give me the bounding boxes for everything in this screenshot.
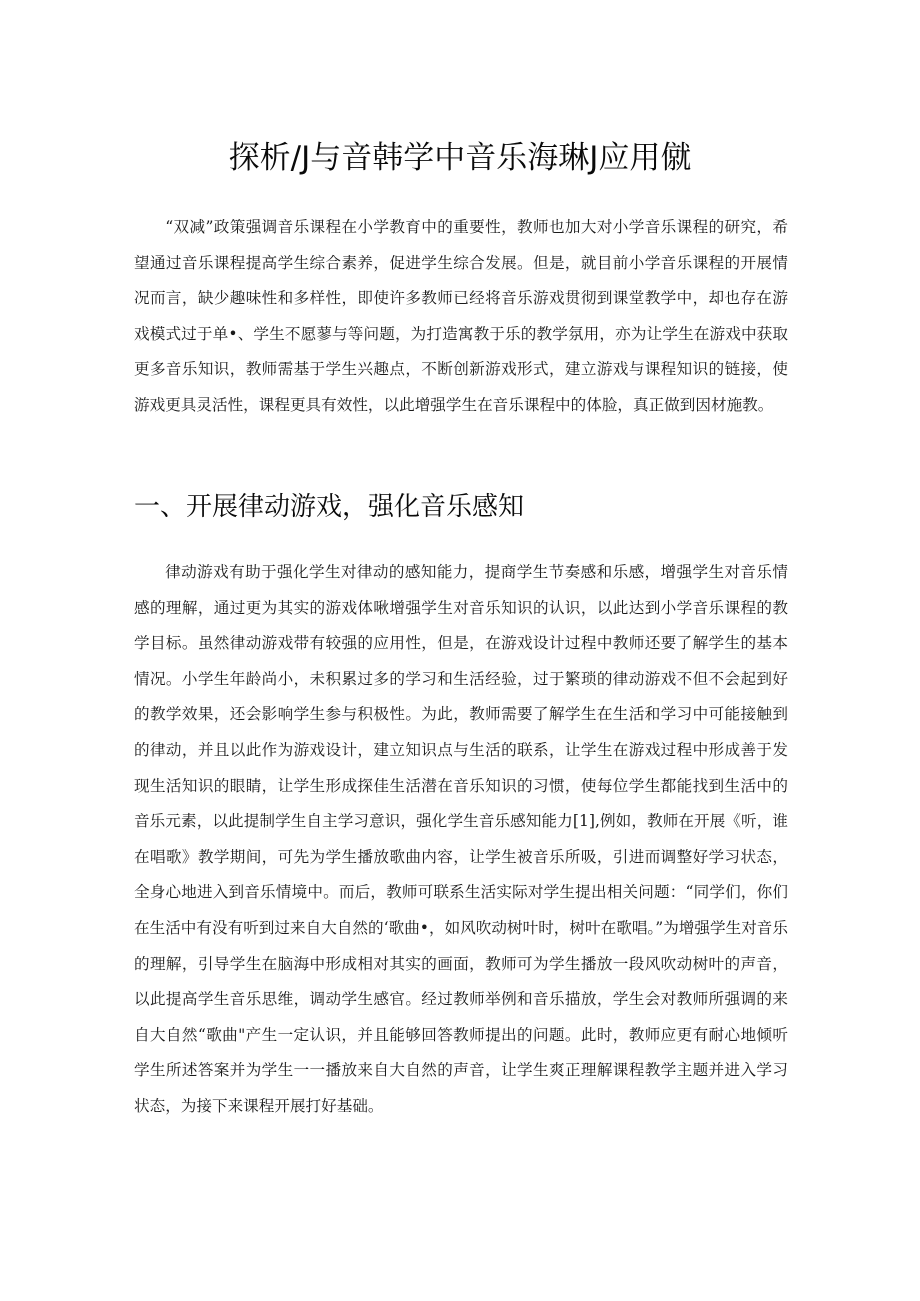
intro-paragraph: “双减”政策强调音乐课程在小学教育中的重要性，教师也加大对小学音乐课程的研究，希望通过音乐课程提高学生综合素养，促进学生综合发展。但是，就目前小学音乐课程的开展情况而言，缺少趣味性和多样性，即使许多教师已经将音乐游戏贯彻到课堂教学中，却也存在游戏模式过于单•、学生不愿蓼与等问题，为打造寓教于乐的教学氛用，亦为让学生在游戏中获取更多音乐知识，教师需基于学生兴趣点，不断创新游戏形式，建立游戏与课程知识的链接，使游戏更具灵活性，课程更具有效性，以此增强学生在音乐课程中的体脸，真正做到因材施教。 — [134, 218, 788, 414]
section-paragraph: 律动游戏有助于强化学生对律动的感知能力，提商学生节奏感和乐感，增强学生对音乐情感的理解，通过更为其实的游戏体啾增强学生对音乐知识的认识，以此达到小学音乐课程的教学目标。虽然律动游戏带有较强的应用性，但是，在游戏设计过程中教师还要了解学生的基本情况。小学生年龄尚小，未积累过多的学习和生活经验，过于繁琐的律动游戏不但不会起到好的教学效果，还会影响学生参与积极性。为此，教师需要了解学生在生活和学习中可能接触到的律动，并且以此作为游戏设计，建立知识点与生活的联系，让学生在游戏过程中形成善于发现生活知识的眼睛，让学生形成探佳生活潜在音乐知识的习惯，使每位学生都能找到生活中的音乐元素，以此提制学生自主学习意识，强化学生音乐感知能力[1],例如，教师在开展《听，谁在唱歌》教学期间，可先为学生播放歌曲内容，让学生被音乐所吸，引进而调整好学习状态，全身心地进入到音乐情境中。而后，教师可联系生活实际对学生提出相关问题：“同学们，你们在生活中有没有听到过来自大自然的‘歌曲•，如风吹动树叶时，树叶在歌唱。”为增强学生对音乐的理解，引导学生在脑海中形成相对其实的画面，教师可为学生播放一段风吹动树叶的声音，以此提高学生音乐思维，调动学生感官。经过教师举例和音乐描放，学生会对教师所强调的来自大自然“歌曲"产生一定认识，并且能够回答教师提出的问题。此时，教师应更有耐心地倾听学生所述答案并为学生一一播放来自大自然的声音，让学生爽正理解课程教学主题并进入学习状态，为接下来课程开展打好基础。 — [134, 563, 788, 1115]
document-title: 探析/J与音韩学中音乐海琳J应用僦 — [228, 140, 692, 176]
section-heading: 一、开展律动游戏，强化音乐感知 — [134, 492, 525, 522]
